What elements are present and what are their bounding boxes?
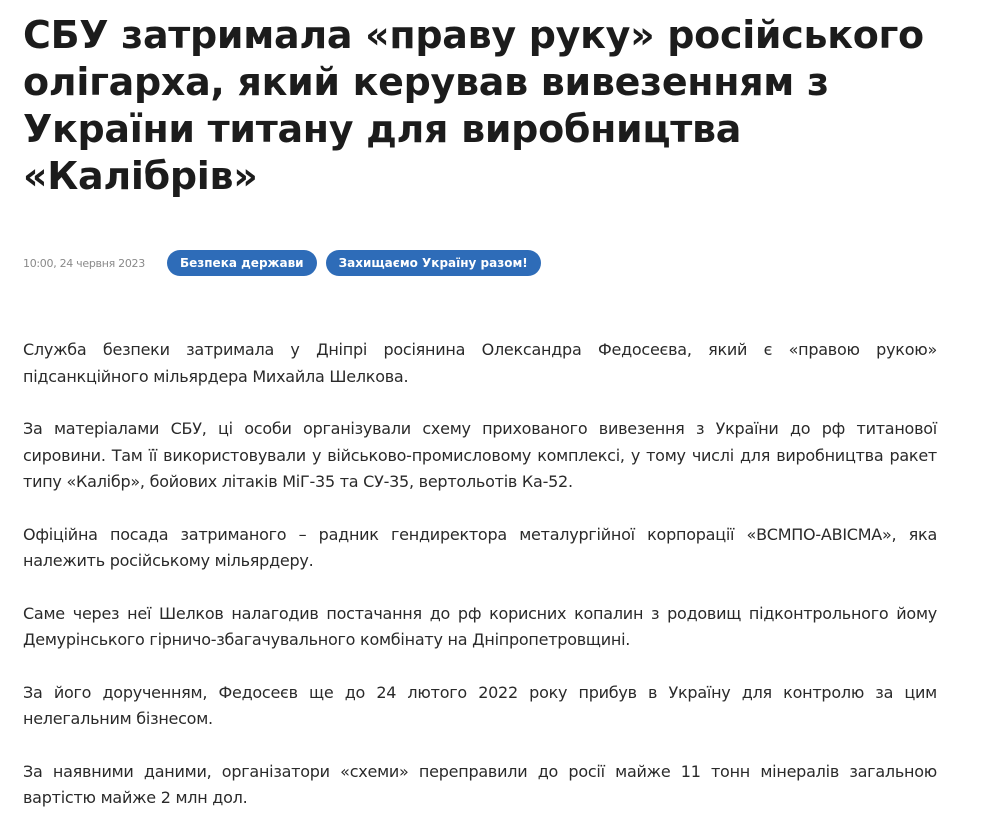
publish-date: 10:00, 24 червня 2023 (23, 256, 145, 270)
tag-defend-ukraine[interactable]: Захищаємо Україну разом! (326, 250, 541, 276)
paragraph: Служба безпеки затримала у Дніпрі росіянина Олександра Федосеєва, який є «правою рукою» підсанкційного мільярдера Михайла Шелкова. (23, 340, 937, 386)
paragraph: Саме через неї Шелков налагодив постачання до рф корисних копалин з родовищ підконтрольного йому Демурінського гірничо-збагачувального комбінату на Дніпропетровщині. (23, 603, 937, 649)
tag-state-security[interactable]: Безпека держави (167, 250, 317, 276)
paragraph: Офіційна посада затриманого – радник гендиректора металургійної корпорації «ВСМПО-АВІСМА», яка належить російському мільярдеру. (23, 524, 937, 570)
article-title: СБУ затримала «праву руку» російського олігарха, який керував вивезенням з України титану для виробництва «Калібрів» (23, 13, 924, 198)
paragraph: За матеріалами СБУ, ці особи організували схему прихованого вивезення з України до рф титанової сировини. Там її використовували у військово-промисловому комплексі, у тому числі для виробництва ракет типу «Калібр», бойових літаків МіГ-35 та СУ-35, вертольотів Ка-52. (23, 419, 937, 491)
article-body (23, 337, 937, 838)
paragraph: За його дорученням, Федосеєв ще до 24 лютого 2022 року прибув в Україну для контролю за цим нелегальним бізнесом. (23, 682, 937, 728)
article-meta (23, 250, 550, 276)
article (23, 12, 937, 807)
paragraph: За наявними даними, організатори «схеми» переправили до росії майже 11 тонн мінералів загальною вартістю майже 2 млн дол. (23, 761, 937, 807)
